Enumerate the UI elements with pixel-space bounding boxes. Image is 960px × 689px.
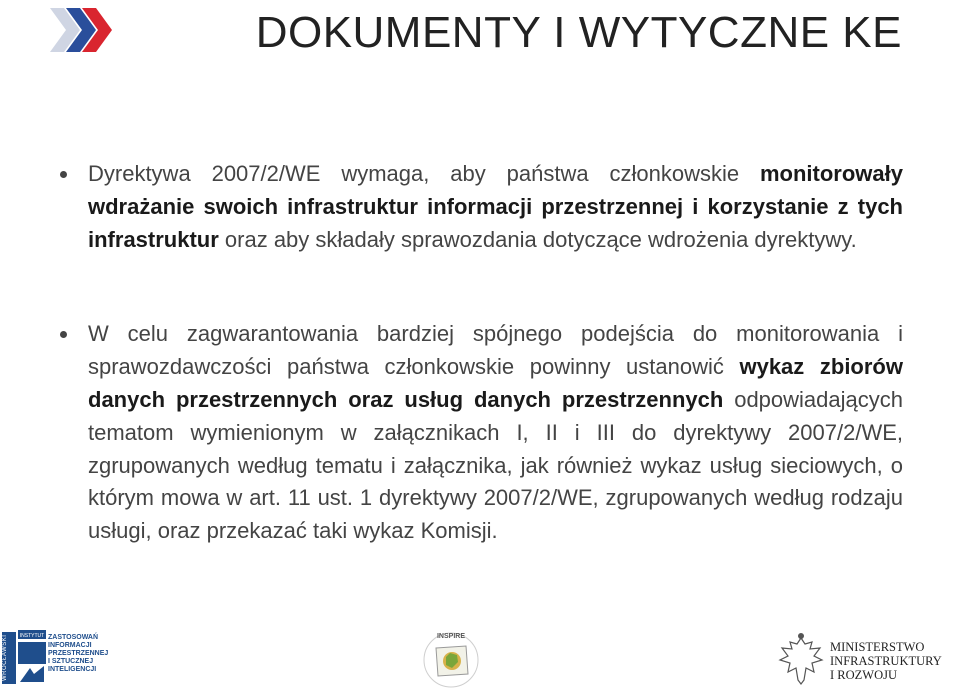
slide-title: DOKUMENTY I WYTYCZNE KE xyxy=(255,8,902,57)
institute-logo xyxy=(2,630,137,686)
institute-vertical-label: WROCŁAWSKI xyxy=(2,632,16,684)
inspire-label: INSPIRE xyxy=(436,633,466,640)
bullet-item xyxy=(56,158,903,256)
institute-name: ZASTOSOWAŃ INFORMACJI PRZESTRZENNEJ I SZTUCZNEJ INTELIGENCJI xyxy=(48,634,109,673)
bullet-emphasis: monitorowały wdrażanie swoich infrastruktur informacji przestrzennej i korzystanie z tych infrastruktur xyxy=(88,161,903,252)
bullet-item xyxy=(56,318,903,548)
bullet-text: oraz aby składały sprawozdania dotyczące wdrożenia dyrektywy. xyxy=(218,226,857,252)
bullet-text: Dyrektywa 2007/2/WE wymaga, aby państwa członkowskie xyxy=(88,161,760,186)
institute-mark-icon xyxy=(18,630,46,686)
slide-content xyxy=(56,158,903,548)
bullet-text: odpowiadających tematom wymienionym w załącznikach I, II i III do dyrektywy 2007/2/WE, zgrupowanych według tematu i załącznika, jak również wykaz usług sieciowych, o którym mowa w art. 11 ust. 1 dyrektywy 2007/2/WE, zgrupowanych według rodzaju usługi, oraz przekazać taki wykaz Komisji. xyxy=(88,386,903,544)
bullet-emphasis: wykaz zbiorów danych przestrzennych oraz usług danych przestrzennych xyxy=(88,354,903,412)
institute-label: INSTYTUT xyxy=(19,633,45,639)
inspire-logo xyxy=(418,628,484,688)
footer-logos xyxy=(0,628,960,689)
bullet-text: W celu zagwarantowania bardziej spójnego podejścia do monitorowania i sprawozdawczości państwa członkowskie powinny ustanowić xyxy=(88,321,903,380)
ministry-name: MINISTERSTWO INFRASTRUKTURY I ROZWOJU xyxy=(830,640,942,682)
polish-eagle-emblem xyxy=(778,632,824,686)
